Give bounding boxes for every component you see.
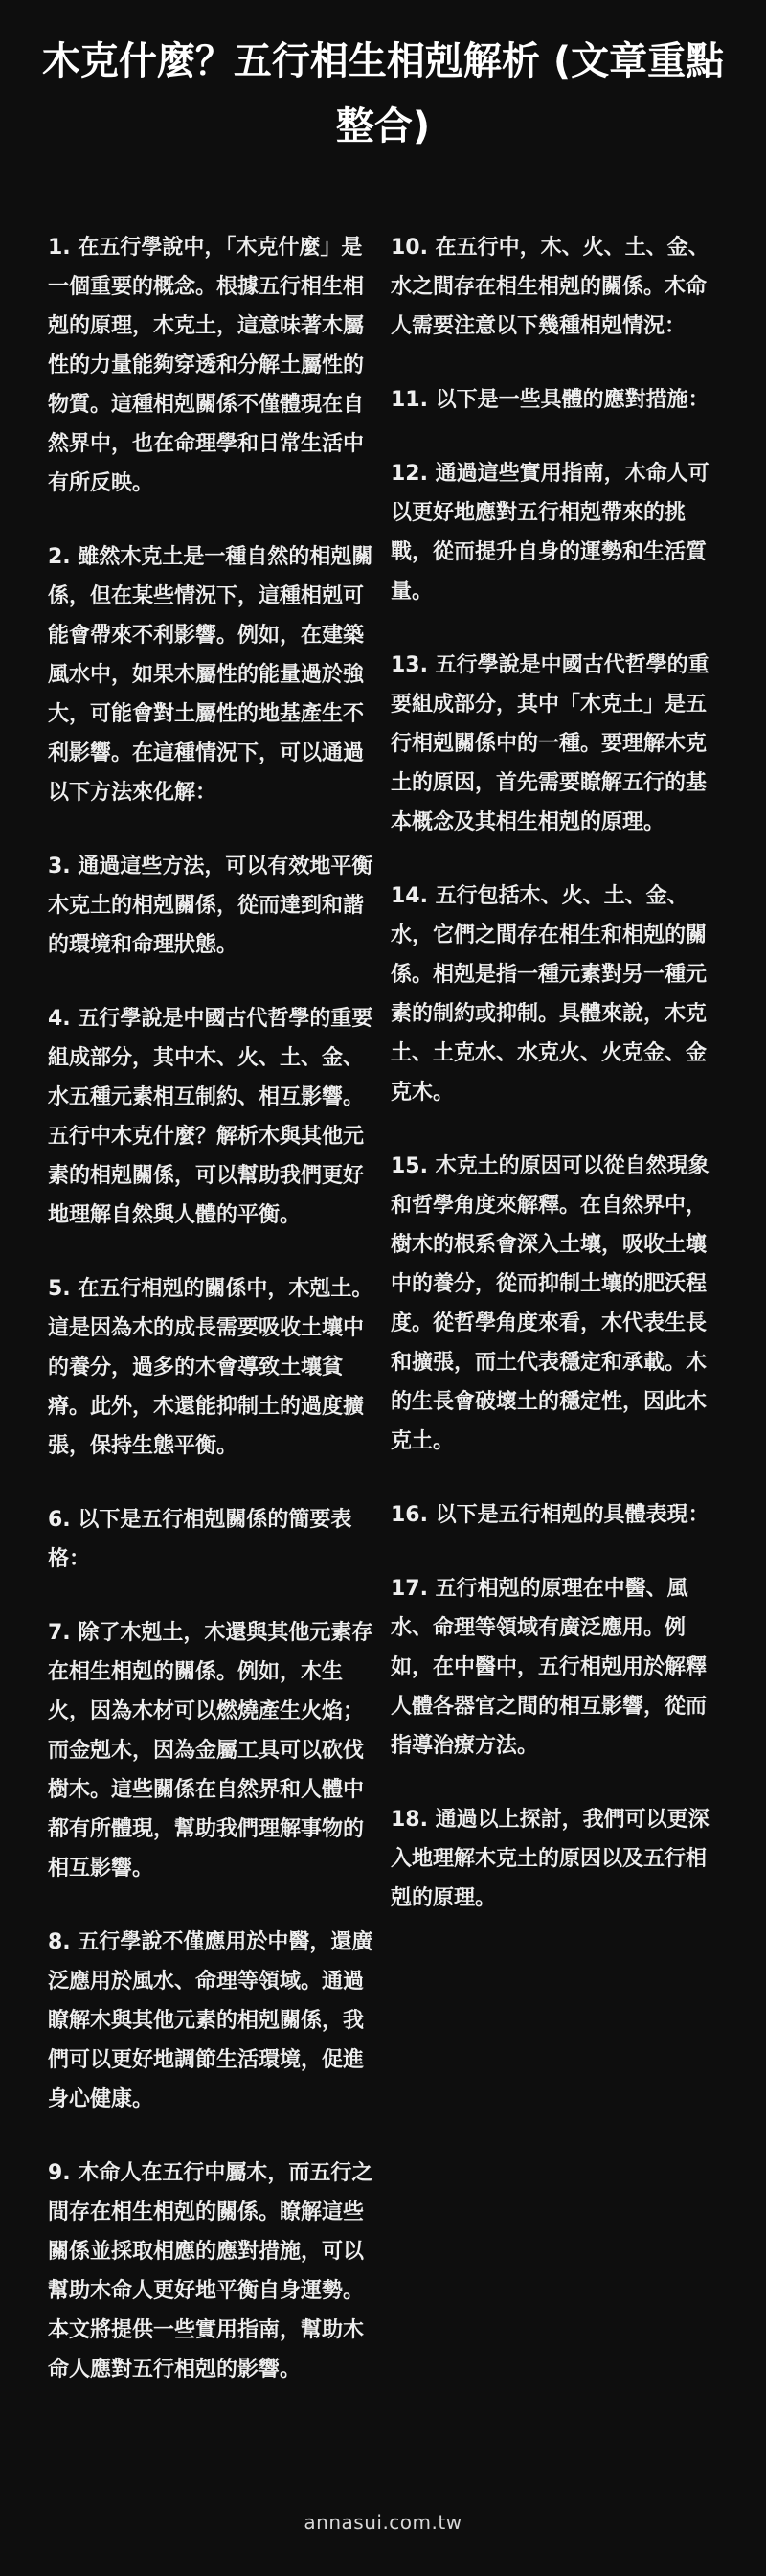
list-item: 14. 五行包括木、火、土、金、水，它們之間存在相生和相剋的關係。相剋是指一種元素對另一種元素的制約或抑制。具體來說，木克土、土克水、水克火、火克金、金克木。: [391, 884, 708, 1105]
list-item: 9. 木命人在五行中屬木，而五行之間存在相生相剋的關係。瞭解這些關係並採取相應的應對措施，可以幫助木命人更好地平衡自身運勢。本文將提供一些實用指南，幫助木命人應對五行相剋的影響。: [48, 2161, 373, 2382]
list-item: 5. 在五行相剋的關係中，木剋土。這是因為木的成長需要吸收土壤中的養分，過多的木會導致土壤貧瘠。此外，木還能抑制土的過度擴張，保持生態平衡。: [48, 1277, 373, 1458]
list-item: 12. 通過這些實用指南，木命人可以更好地應對五行相剋帶來的挑戰，從而提升自身的運勢和生活質量。: [391, 462, 710, 604]
list-item: 11. 以下是一些具體的應對措施：: [391, 388, 710, 412]
footer-site-name: annasui.com.tw: [304, 2511, 462, 2534]
list-item: 15. 木克土的原因可以從自然現象和哲學角度來解釋。在自然界中，樹木的根系會深入土壤，吸收土壤中的養分，從而抑制土壤的肥沃程度。從哲學角度來看，木代表生長和擴張，而土代表穩定和承載。木的生長會破壞土的穩定性，因此木克土。: [391, 1154, 710, 1453]
list-item: 6. 以下是五行相剋關係的簡要表格：: [48, 1508, 352, 1571]
list-item: 10. 在五行中，木、火、土、金、水之間存在相生相剋的關係。木命人需要注意以下幾種相剋情況：: [391, 236, 710, 338]
list-item: 16. 以下是五行相剋的具體表現：: [391, 1503, 710, 1527]
left-column: [48, 228, 378, 2424]
list-item: 8. 五行學說不僅應用於中醫，還廣泛應用於風水、命理等領域。通過瞭解木與其他元素的相剋關係，我們可以更好地調節生活環境，促進身心健康。: [48, 1930, 373, 2111]
list-item: 13. 五行學說是中國古代哲學的重要組成部分，其中「木克土」是五行相剋關係中的一種。要理解木克土的原因，首先需要瞭解五行的基本概念及其相生相剋的原理。: [391, 653, 710, 834]
list-item: 1. 在五行學說中，「木克什麼」是一個重要的概念。根據五行相生相剋的原理，木克土，這意味著木屬性的力量能夠穿透和分解土屬性的物質。這種相剋關係不僅體現在自然界中，也在命理學和日常生活中有所反映。: [48, 236, 365, 495]
list-item: 7. 除了木剋土，木還與其他元素存在相生相剋的關係。例如，木生火，因為木材可以燃燒產生火焰；而金剋木，因為金屬工具可以砍伐樹木。這些關係在自然界和人體中都有所體現，幫助我們理解事物的相互影響。: [48, 1621, 373, 1881]
list-item: 17. 五行相剋的原理在中醫、風水、命理等領域有廣泛應用。例如，在中醫中，五行相剋用於解釋人體各器官之間的相互影響，從而指導治療方法。: [391, 1577, 708, 1758]
page-title: 木克什麼？五行相生相剋解析 (文章重點整合): [41, 39, 725, 148]
right-column: [391, 228, 721, 1952]
list-item: 2. 雖然木克土是一種自然的相剋關係，但在某些情況下，這種相剋可能會帶來不利影響。例如，在建築風水中，如果木屬性的能量過於強大，可能會對土屬性的地基產生不利影響。在這種情況下，可以通過以下方法來化解：: [48, 545, 373, 805]
list-item: 4. 五行學說是中國古代哲學的重要組成部分，其中木、火、土、金、水五種元素相互制約、相互影響。五行中木克什麼？解析木與其他元素的相剋關係，可以幫助我們更好地理解自然與人體的平衡。: [48, 1007, 373, 1227]
list-item: 3. 通過這些方法，可以有效地平衡木克土的相剋關係，從而達到和諧的環境和命理狀態。: [48, 855, 373, 957]
list-item: 18. 通過以上探討，我們可以更深入地理解木克土的原因以及五行相剋的原理。: [391, 1808, 710, 1910]
